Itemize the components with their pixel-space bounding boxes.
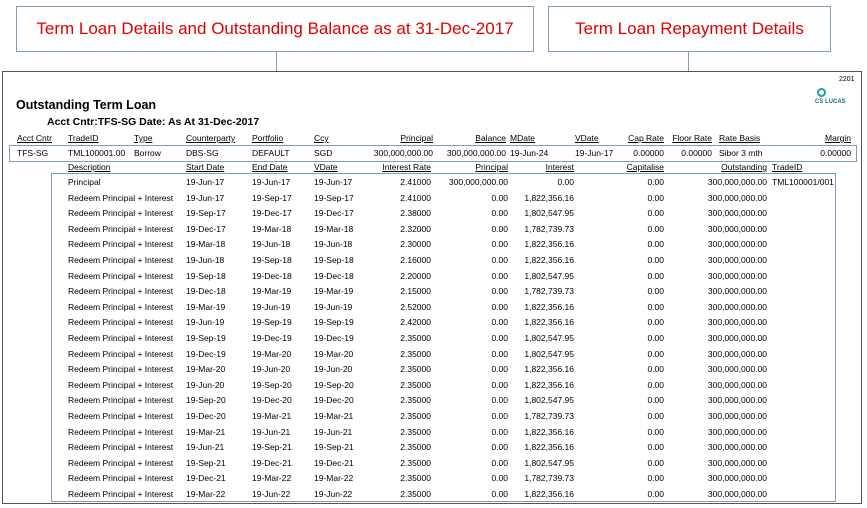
schedule-row-cell: Redeem Principal + Interest <box>68 426 174 437</box>
schedule-header-cell: Interest <box>545 162 574 172</box>
schedule-row-cell: 19-Dec-20 <box>314 395 354 406</box>
schedule-row-cell: 0.00 <box>647 255 664 265</box>
schedule-row-cell: 19-Sep-21 <box>252 442 292 453</box>
schedule-row-cell: 0.00 <box>491 473 508 484</box>
schedule-row-cell: 300,000,000.00 <box>707 301 767 312</box>
schedule-row-cell: 19-Jun-19 <box>314 301 353 312</box>
schedule-row-cell: 19-Sep-20 <box>314 379 354 390</box>
loan-header-cell: Type <box>134 133 153 143</box>
schedule-row-cell: 19-Mar-20 <box>314 348 354 359</box>
schedule-row-cell: 19-Dec-19 <box>252 333 292 343</box>
page-number: 2201 <box>839 76 855 83</box>
schedule-row-cell: 19-Sep-17 <box>186 208 226 219</box>
schedule-row-cell: 0.00 <box>491 395 508 406</box>
schedule-row-cell: 2.32000 <box>400 223 431 234</box>
schedule-row-cell: 2.41000 <box>400 192 431 203</box>
schedule-row-cell: 1,822,356.16 <box>524 379 574 390</box>
loan-header-cell: Cap Rate <box>628 133 664 143</box>
schedule-header-cell: Capitalise <box>626 162 664 172</box>
schedule-row-cell: 0.00 <box>491 301 508 312</box>
schedule-row-cell: 19-Dec-19 <box>314 333 354 343</box>
schedule-row-cell: 1,822,356.16 <box>524 442 574 453</box>
schedule-row-cell: Redeem Principal + Interest <box>68 192 174 203</box>
schedule-row-cell: 19-Jun-20 <box>314 364 353 375</box>
loan-header-cell: Balance <box>475 133 506 143</box>
schedule-row-cell: 0.00 <box>647 192 664 203</box>
schedule-row-cell: 0.00 <box>491 192 508 203</box>
schedule-row-cell: 0.00 <box>647 177 664 187</box>
schedule-row-cell: 2.35000 <box>400 473 431 484</box>
schedule-row-cell: Redeem Principal + Interest <box>68 208 174 219</box>
schedule-row-cell: 1,822,356.16 <box>524 301 574 312</box>
loan-data-cell: SGD <box>314 148 333 158</box>
schedule-row-cell: 1,822,356.16 <box>524 239 574 250</box>
logo-text: CS LUCAS <box>815 99 846 105</box>
schedule-row-cell: 19-Mar-19 <box>314 286 354 297</box>
loan-header-cell: Rate Basis <box>719 133 761 143</box>
schedule-row-cell: 19-Jun-22 <box>252 489 291 499</box>
schedule-row-cell: 1,802,547.95 <box>524 333 574 343</box>
loan-data-cell: Sibor 3 mth <box>719 148 763 158</box>
schedule-row-cell: 300,000,000.00 <box>707 348 767 359</box>
schedule-row-cell: 300,000,000.00 <box>707 270 767 281</box>
schedule-row-cell: 1,822,356.16 <box>524 317 574 328</box>
schedule-row-cell: 19-Sep-20 <box>186 395 226 406</box>
schedule-row-cell: 2.35000 <box>400 442 431 453</box>
schedule-row-cell: 19-Mar-21 <box>186 426 226 437</box>
schedule-row-cell: 19-Jun-21 <box>314 426 353 437</box>
schedule-row-cell: 19-Jun-21 <box>252 426 291 437</box>
schedule-row-cell: 1,782,739.73 <box>524 223 574 234</box>
schedule-row-cell: 19-Dec-21 <box>252 457 292 468</box>
schedule-row-cell: 19-Jun-20 <box>186 379 225 390</box>
schedule-header-cell: TradeID <box>772 162 803 172</box>
schedule-row-cell: 0.00 <box>647 489 664 499</box>
schedule-row-cell: 300,000,000.00 <box>707 223 767 234</box>
schedule-row-cell: 19-Mar-20 <box>186 364 226 375</box>
schedule-row-cell: 2.30000 <box>400 239 431 250</box>
schedule-row-cell: 0.00 <box>647 223 664 234</box>
schedule-row-cell: 0.00 <box>491 457 508 468</box>
loan-data-cell: 19-Jun-17 <box>575 148 614 158</box>
schedule-row-cell: 0.00 <box>491 489 508 499</box>
schedule-row-cell: 19-Dec-18 <box>186 286 226 297</box>
schedule-row-cell: 2.35000 <box>400 457 431 468</box>
schedule-row-cell: 0.00 <box>491 364 508 375</box>
schedule-row-cell: 0.00 <box>647 333 664 343</box>
schedule-row-cell: 19-Sep-19 <box>314 317 354 328</box>
schedule-row-cell: 2.42000 <box>400 317 431 328</box>
schedule-row-cell: Redeem Principal + Interest <box>68 317 174 328</box>
schedule-row-cell: 19-Jun-19 <box>186 317 225 328</box>
schedule-row-cell: 2.35000 <box>400 489 431 499</box>
schedule-row-cell: 19-Jun-22 <box>314 489 353 499</box>
schedule-row-cell: 1,802,547.95 <box>524 395 574 406</box>
schedule-row-cell: 19-Sep-17 <box>252 192 292 203</box>
schedule-row-cell: 300,000,000.00 <box>707 239 767 250</box>
schedule-row-cell: 2.35000 <box>400 333 431 343</box>
schedule-row-cell: 19-Sep-19 <box>252 317 292 328</box>
schedule-row-cell: 19-Mar-18 <box>252 223 292 234</box>
schedule-row-cell: 19-Dec-20 <box>252 395 292 406</box>
schedule-header-cell: Principal <box>475 162 508 172</box>
schedule-row-cell: 19-Mar-21 <box>252 411 292 421</box>
loan-header-cell: Principal <box>400 133 433 143</box>
schedule-row-cell: 19-Jun-17 <box>186 177 225 187</box>
logo-ring-icon <box>817 88 826 97</box>
loan-data-cell: TFS-SG <box>17 148 49 158</box>
schedule-header-cell: Start Date <box>186 162 225 172</box>
schedule-row-cell: 19-Jun-17 <box>252 177 291 187</box>
schedule-header-cell: Interest Rate <box>382 162 431 172</box>
loan-header-cell: Ccy <box>314 133 329 143</box>
schedule-row-cell: 2.16000 <box>400 255 431 265</box>
schedule-row-cell: 2.35000 <box>400 379 431 390</box>
schedule-row-cell: 0.00 <box>647 411 664 421</box>
schedule-row-cell: 0.00 <box>491 317 508 328</box>
schedule-row-cell: 0.00 <box>647 395 664 406</box>
schedule-row-cell: 0.00 <box>491 223 508 234</box>
schedule-row-cell: 1,782,739.73 <box>524 411 574 421</box>
schedule-row-cell: Redeem Principal + Interest <box>68 395 174 406</box>
schedule-row-cell: 300,000,000.00 <box>707 333 767 343</box>
schedule-row-cell: Principal <box>68 177 101 187</box>
report-page <box>2 71 862 504</box>
schedule-row-cell: 300,000,000.00 <box>448 177 508 187</box>
schedule-row-cell: Redeem Principal + Interest <box>68 223 174 234</box>
schedule-row-cell: 0.00 <box>647 301 664 312</box>
schedule-row-cell: 0.00 <box>491 239 508 250</box>
schedule-row-cell: 0.00 <box>647 426 664 437</box>
schedule-row-cell: Redeem Principal + Interest <box>68 333 174 343</box>
schedule-row-cell: 19-Sep-18 <box>186 270 226 281</box>
schedule-row-cell: 300,000,000.00 <box>707 426 767 437</box>
schedule-row-cell: 1,782,739.73 <box>524 473 574 484</box>
loan-header-cell: VDate <box>575 133 599 143</box>
schedule-row-cell: 0.00 <box>491 442 508 453</box>
schedule-row-cell: 0.00 <box>647 473 664 484</box>
loan-header-cell: Counterparty <box>186 133 236 143</box>
schedule-row-cell: 19-Jun-18 <box>314 239 353 250</box>
schedule-row-cell: 1,822,356.16 <box>524 364 574 375</box>
schedule-row-cell: 1,822,356.16 <box>524 426 574 437</box>
schedule-row-cell: 19-Mar-22 <box>314 473 354 484</box>
schedule-row-cell: Redeem Principal + Interest <box>68 301 174 312</box>
schedule-row-cell: 0.00 <box>647 348 664 359</box>
schedule-row-cell: 0.00 <box>491 208 508 219</box>
schedule-row-cell: 0.00 <box>647 317 664 328</box>
schedule-row-cell: 1,802,547.95 <box>524 348 574 359</box>
loan-data-cell: DEFAULT <box>252 148 290 158</box>
callout-repayment-details: Term Loan Repayment Details <box>548 6 831 52</box>
schedule-row-cell: 19-Sep-20 <box>252 379 292 390</box>
schedule-row-cell: 19-Sep-19 <box>186 333 226 343</box>
schedule-row-cell: 0.00 <box>647 457 664 468</box>
schedule-row-cell: 2.35000 <box>400 364 431 375</box>
schedule-row-cell: 0.00 <box>491 286 508 297</box>
schedule-row-cell: 0.00 <box>647 239 664 250</box>
schedule-row-cell: TML100001/001 <box>772 177 834 187</box>
schedule-row-cell: 300,000,000.00 <box>707 457 767 468</box>
schedule-row-cell: Redeem Principal + Interest <box>68 348 174 359</box>
loan-header-cell: TradeID <box>68 133 99 143</box>
schedule-row-cell: 0.00 <box>491 270 508 281</box>
loan-header-cell: MDate <box>510 133 536 143</box>
schedule-row-cell: 19-Mar-18 <box>186 239 226 250</box>
schedule-row-cell: 300,000,000.00 <box>707 255 767 265</box>
schedule-row-cell: 19-Dec-19 <box>186 348 226 359</box>
schedule-row-cell: 300,000,000.00 <box>707 489 767 499</box>
schedule-row-cell: 19-Dec-18 <box>314 270 354 281</box>
schedule-row-cell: 19-Mar-19 <box>186 301 226 312</box>
loan-header-cell: Margin <box>825 133 851 143</box>
schedule-row-cell: 0.00 <box>647 286 664 297</box>
schedule-row-cell: 19-Sep-21 <box>314 442 354 453</box>
loan-data-cell: 0.00000 <box>820 148 851 158</box>
schedule-row-cell: 19-Dec-17 <box>186 223 226 234</box>
schedule-row-cell: 19-Mar-21 <box>314 411 354 421</box>
schedule-row-cell: 1,822,356.16 <box>524 489 574 499</box>
schedule-row-cell: 300,000,000.00 <box>707 286 767 297</box>
schedule-row-cell: 1,822,356.16 <box>524 192 574 203</box>
schedule-row-cell: 2.15000 <box>400 286 431 297</box>
schedule-row-cell: 1,782,739.73 <box>524 286 574 297</box>
schedule-row-cell: 300,000,000.00 <box>707 379 767 390</box>
schedule-row-cell: 0.00 <box>491 333 508 343</box>
schedule-row-cell: 19-Sep-18 <box>252 255 292 265</box>
schedule-row-cell: 19-Mar-19 <box>252 286 292 297</box>
schedule-row-cell: 2.35000 <box>400 395 431 406</box>
schedule-row-cell: 0.00 <box>491 379 508 390</box>
schedule-row-cell: 0.00 <box>491 348 508 359</box>
schedule-row-cell: 0.00 <box>557 177 574 187</box>
schedule-row-cell: Redeem Principal + Interest <box>68 473 174 484</box>
loan-data-cell: 300,000,000.00 <box>373 148 433 158</box>
schedule-row-cell: 300,000,000.00 <box>707 177 767 187</box>
schedule-row-cell: 19-Jun-17 <box>314 177 353 187</box>
callout-loan-details: Term Loan Details and Outstanding Balance as at 31-Dec-2017 <box>16 6 534 52</box>
schedule-row-cell: 2.52000 <box>400 301 431 312</box>
loan-header-cell: Portfolio <box>252 133 284 143</box>
schedule-row-cell: 1,802,547.95 <box>524 457 574 468</box>
schedule-row-cell: 19-Mar-20 <box>252 348 292 359</box>
schedule-header-cell: End Date <box>252 162 288 172</box>
schedule-row-cell: 0.00 <box>647 442 664 453</box>
schedule-row-cell: 19-Jun-20 <box>252 364 291 375</box>
loan-header-cell: Floor Rate <box>672 133 712 143</box>
loan-data-cell: 0.00000 <box>681 148 712 158</box>
schedule-row-cell: Redeem Principal + Interest <box>68 364 174 375</box>
schedule-row-cell: 300,000,000.00 <box>707 192 767 203</box>
schedule-header-cell: VDate <box>314 162 338 172</box>
schedule-header-cell: Description <box>68 162 111 172</box>
schedule-row-cell: 19-Jun-18 <box>186 255 225 265</box>
schedule-row-cell: 2.35000 <box>400 411 431 421</box>
company-logo <box>815 88 847 114</box>
schedule-row-cell: 19-Jun-18 <box>252 239 291 250</box>
schedule-row-cell: 2.38000 <box>400 208 431 219</box>
schedule-row-cell: Redeem Principal + Interest <box>68 379 174 390</box>
schedule-row-cell: 19-Dec-21 <box>186 473 226 484</box>
loan-data-cell: TML100001.00 <box>68 148 126 158</box>
schedule-row-cell: 19-Dec-18 <box>252 270 292 281</box>
schedule-row-cell: Redeem Principal + Interest <box>68 442 174 453</box>
schedule-row-cell: 0.00 <box>647 270 664 281</box>
schedule-row-cell: Redeem Principal + Interest <box>68 255 174 265</box>
loan-data-cell: 0.00000 <box>633 148 664 158</box>
schedule-row-cell: 19-Sep-17 <box>314 192 354 203</box>
schedule-row-cell: 0.00 <box>491 426 508 437</box>
loan-data-cell: 300,000,000.00 <box>446 148 506 158</box>
schedule-row-cell: Redeem Principal + Interest <box>68 411 174 421</box>
schedule-row-cell: 19-Jun-19 <box>252 301 291 312</box>
loan-data-cell: DBS-SG <box>186 148 219 158</box>
schedule-row-cell: Redeem Principal + Interest <box>68 270 174 281</box>
report-subtitle: Acct Cntr:TFS-SG Date: As At 31-Dec-2017 <box>47 116 260 128</box>
loan-data-cell: 19-Jun-24 <box>510 148 549 158</box>
schedule-row-cell: 1,822,356.16 <box>524 255 574 265</box>
schedule-row-cell: 19-Mar-22 <box>252 473 292 484</box>
schedule-row-cell: Redeem Principal + Interest <box>68 457 174 468</box>
schedule-row-cell: Redeem Principal + Interest <box>68 286 174 297</box>
schedule-row-cell: 0.00 <box>491 255 508 265</box>
schedule-row-cell: 19-Dec-17 <box>252 208 292 219</box>
schedule-row-cell: 2.20000 <box>400 270 431 281</box>
loan-header-cell: Acct Cntr <box>17 133 52 143</box>
schedule-row-cell: 19-Mar-22 <box>186 489 226 499</box>
schedule-row-cell: 2.35000 <box>400 426 431 437</box>
schedule-row-cell: 19-Jun-17 <box>186 192 225 203</box>
schedule-row-cell: 2.41000 <box>400 177 431 187</box>
schedule-row-cell: 300,000,000.00 <box>707 442 767 453</box>
schedule-row-cell: 19-Jun-21 <box>186 442 225 453</box>
schedule-row-cell: 300,000,000.00 <box>707 473 767 484</box>
schedule-row-cell: 19-Mar-18 <box>314 223 354 234</box>
report-title: Outstanding Term Loan <box>16 98 157 112</box>
schedule-row-cell: Redeem Principal + Interest <box>68 239 174 250</box>
schedule-row-cell: 1,802,547.95 <box>524 270 574 281</box>
schedule-row-cell: 19-Sep-21 <box>186 457 226 468</box>
schedule-row-cell: 19-Dec-20 <box>186 411 226 421</box>
schedule-row-cell: 0.00 <box>491 411 508 421</box>
schedule-row-cell: 300,000,000.00 <box>707 208 767 219</box>
schedule-row-cell: 0.00 <box>647 364 664 375</box>
schedule-row-cell: 300,000,000.00 <box>707 364 767 375</box>
schedule-header-cell: Outstanding <box>721 162 767 172</box>
schedule-row-cell: 1,802,547.95 <box>524 208 574 219</box>
schedule-row-cell: 2.35000 <box>400 348 431 359</box>
schedule-row-cell: 300,000,000.00 <box>707 395 767 406</box>
loan-data-cell: Borrow <box>134 148 161 158</box>
schedule-row-cell: 0.00 <box>647 208 664 219</box>
schedule-row-cell: Redeem Principal + Interest <box>68 489 174 499</box>
schedule-row-cell: 300,000,000.00 <box>707 317 767 328</box>
schedule-row-cell: 0.00 <box>647 379 664 390</box>
schedule-row-cell: 19-Sep-18 <box>314 255 354 265</box>
schedule-row-cell: 300,000,000.00 <box>707 411 767 421</box>
schedule-row-cell: 19-Dec-21 <box>314 457 354 468</box>
schedule-row-cell: 19-Dec-17 <box>314 208 354 219</box>
